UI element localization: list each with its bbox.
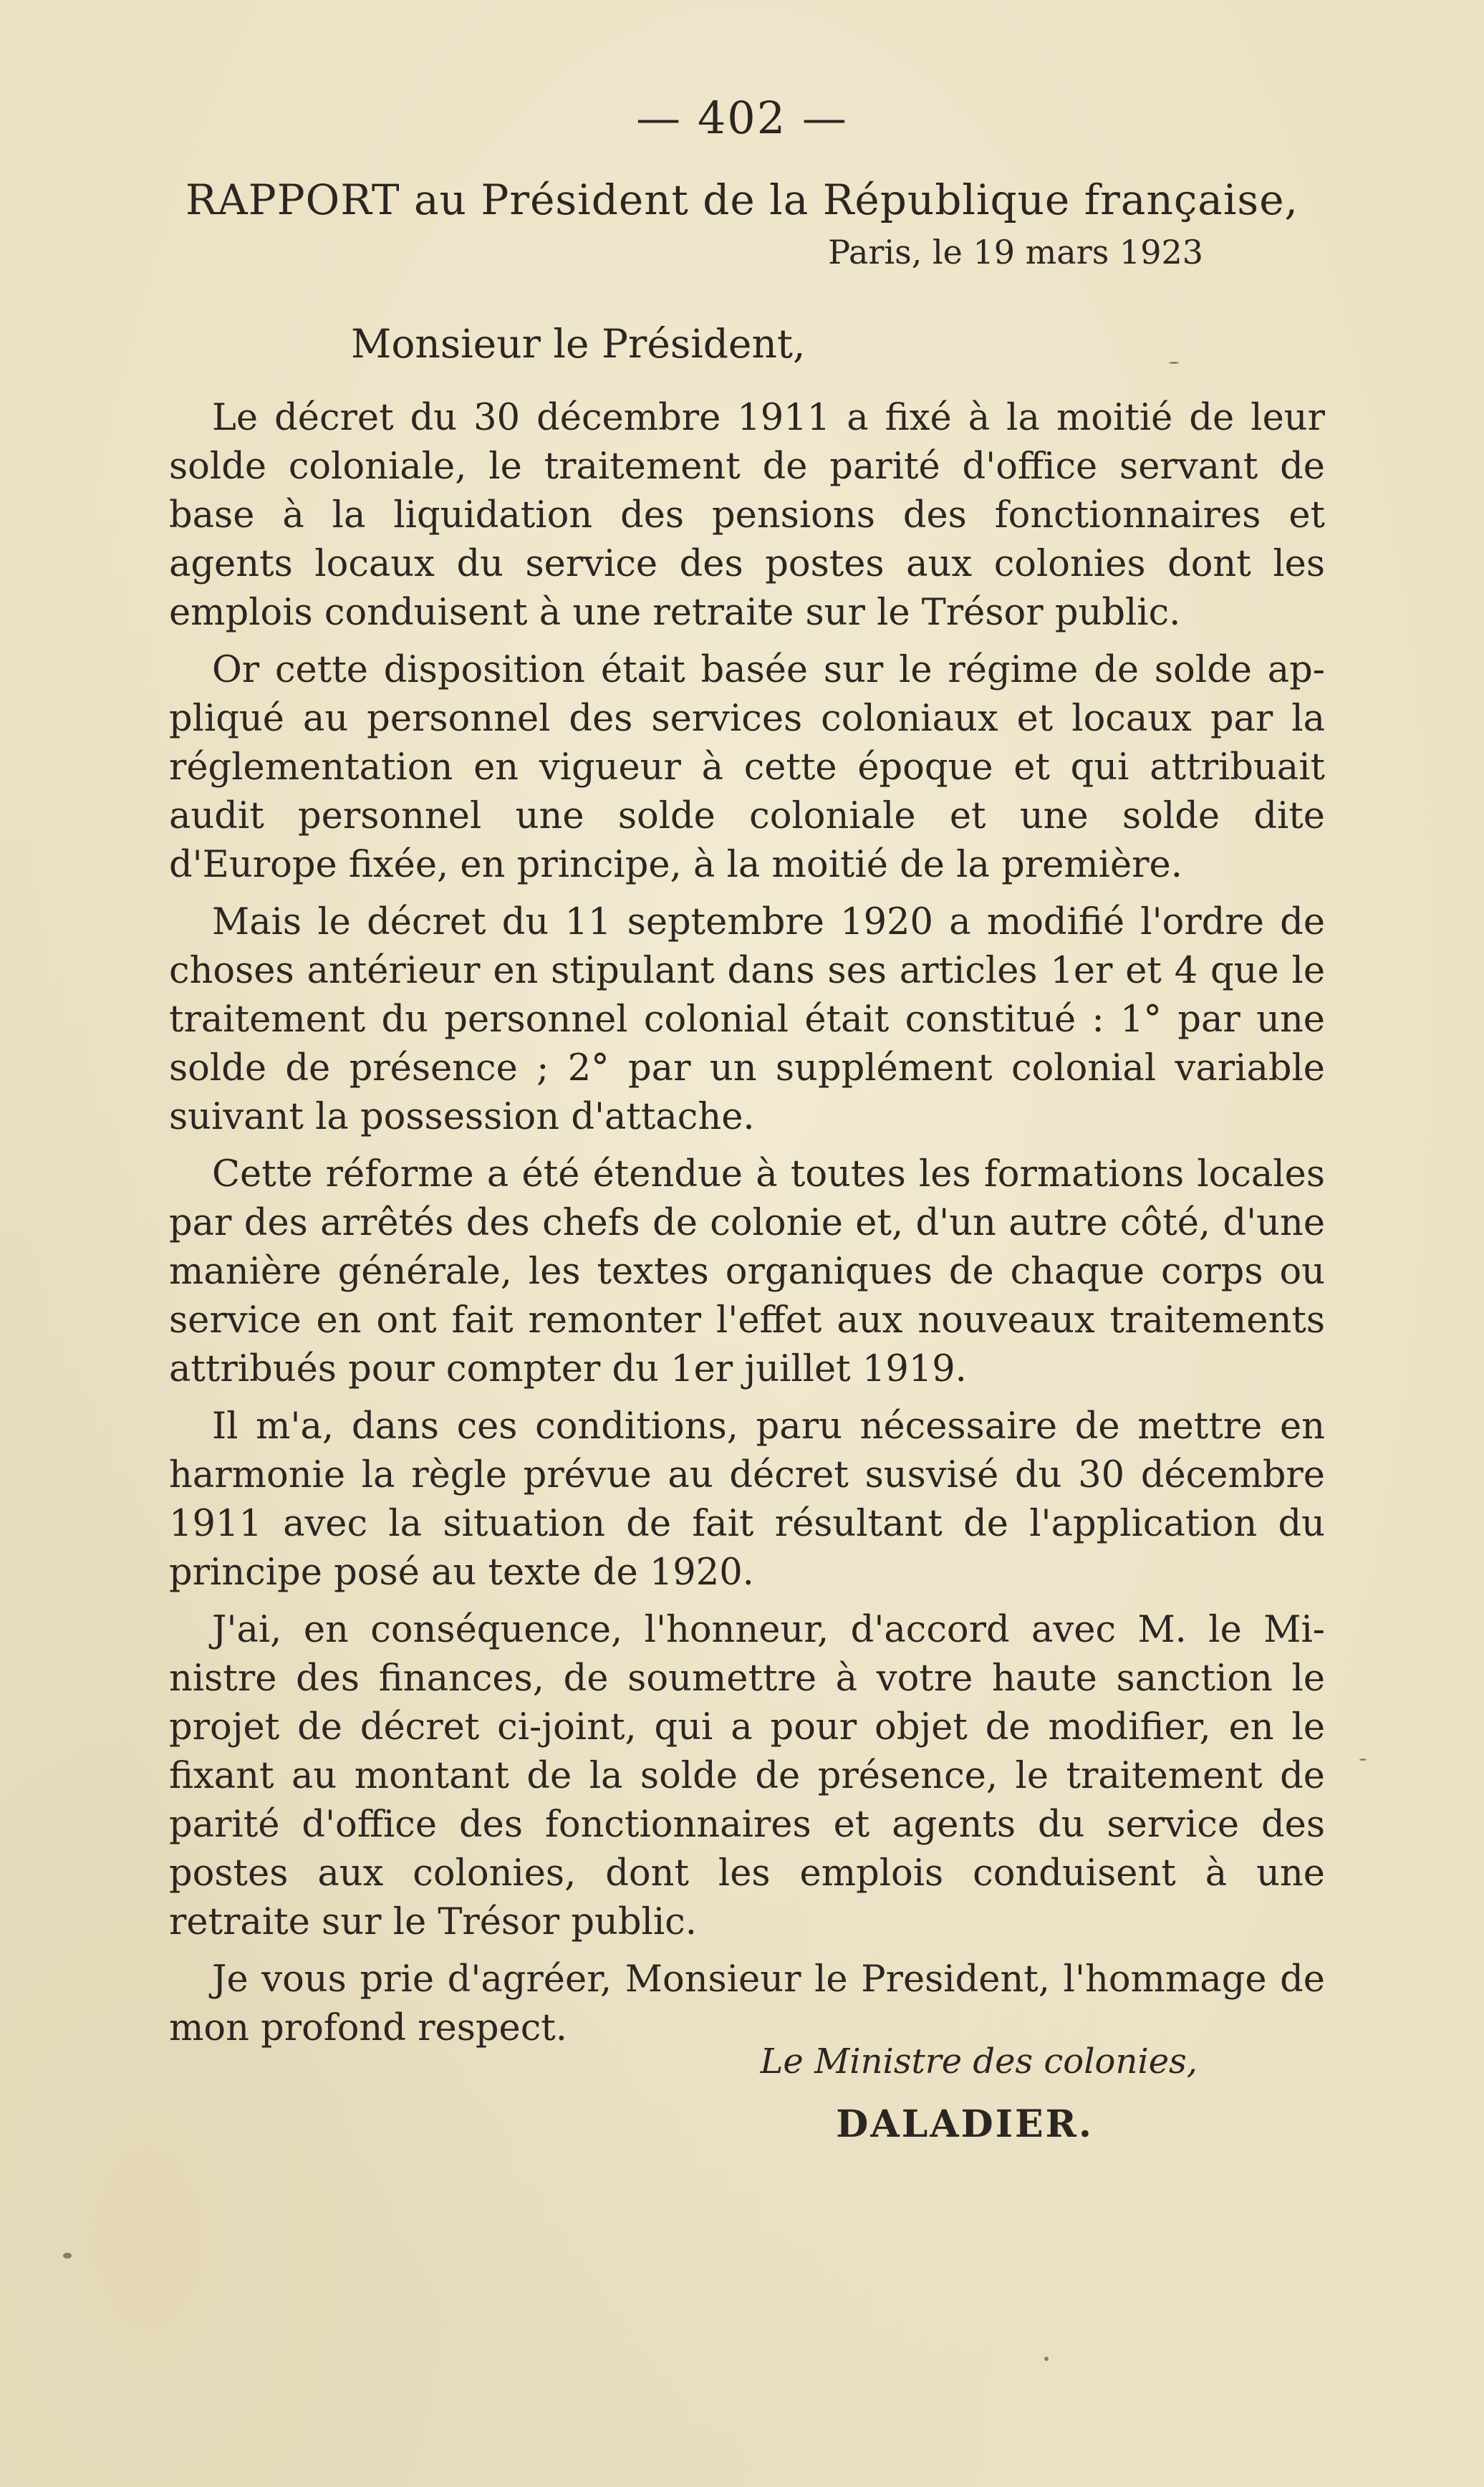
signature-name: DALADIER. (836, 2102, 1094, 2146)
page-number: — 402 — (636, 92, 848, 144)
salutation: Monsieur le Président, (351, 321, 806, 367)
signature-title: Le Ministre des colonies, (760, 2041, 1198, 2082)
paragraph: Mais le décret du 11 septembre 1920 a modifié l'ordre de choses antérieur en stipulant dans ses articles 1er et 4 que le traitement du personnel colonial était constitué : 1° par une solde de présence ; 2° par un supplément colonial variable suivant la possession d'attache. (169, 901, 1325, 1138)
paragraph: Or cette disposition était basée sur le régime de solde appliqué au personnel des services coloniaux et locaux par la réglementation en vigueur à cette époque et qui attribuait audit personnel une solde coloniale et une solde dite d'Europe fixée, en principe, à la moitié de la première. (169, 649, 1325, 886)
paragraph: J'ai, en conséquence, l'honneur, d'accord avec M. le Ministre des finances, de soumettre à votre haute sanction le projet de décret ci-joint, qui a pour objet de modifier, en le fixant au montant de la solde de présence, le traitement de parité d'office des fonctionnaires et agents du service des postes aux colonies, dont les emplois conduisent à une retraite sur le Trésor public. (169, 1609, 1325, 1943)
dateline: Paris, le 19 mars 1923 (828, 233, 1203, 271)
paper-speck (1359, 1759, 1367, 1761)
paper-speck (1169, 362, 1179, 364)
report-title: RAPPORT au Président de la République française, (186, 175, 1298, 224)
report-body (169, 394, 1325, 2062)
paper-speck (63, 2253, 72, 2258)
paragraph: Il m'a, dans ces conditions, paru nécessaire de mettre en harmonie la règle prévue au décret susvisé du 30 décembre 1911 avec la situation de fait résultant de l'application du principe posé au texte de 1920. (169, 1405, 1325, 1594)
paper-speck (1044, 2357, 1049, 2361)
paragraph: Le décret du 30 décembre 1911 a fixé à la moitié de leur solde coloniale, le traitement de parité d'office servant de base à la liquidation des pensions des fonctionnaires et agents locaux du service des postes aux colonies dont les emplois conduisent à une retraite sur le Trésor public. (169, 397, 1325, 634)
paragraph: Je vous prie d'agréer, Monsieur le President, l'hommage de mon profond respect. (169, 1958, 1325, 2049)
paragraph: Cette réforme a été étendue à toutes les formations locales par des arrêtés des chefs de colonie et, d'un autre côté, d'une manière générale, les textes organiques de chaque corps ou service en ont fait remonter l'effet aux nouveaux traitements attribués pour compter du 1er juillet 1919. (169, 1153, 1325, 1390)
